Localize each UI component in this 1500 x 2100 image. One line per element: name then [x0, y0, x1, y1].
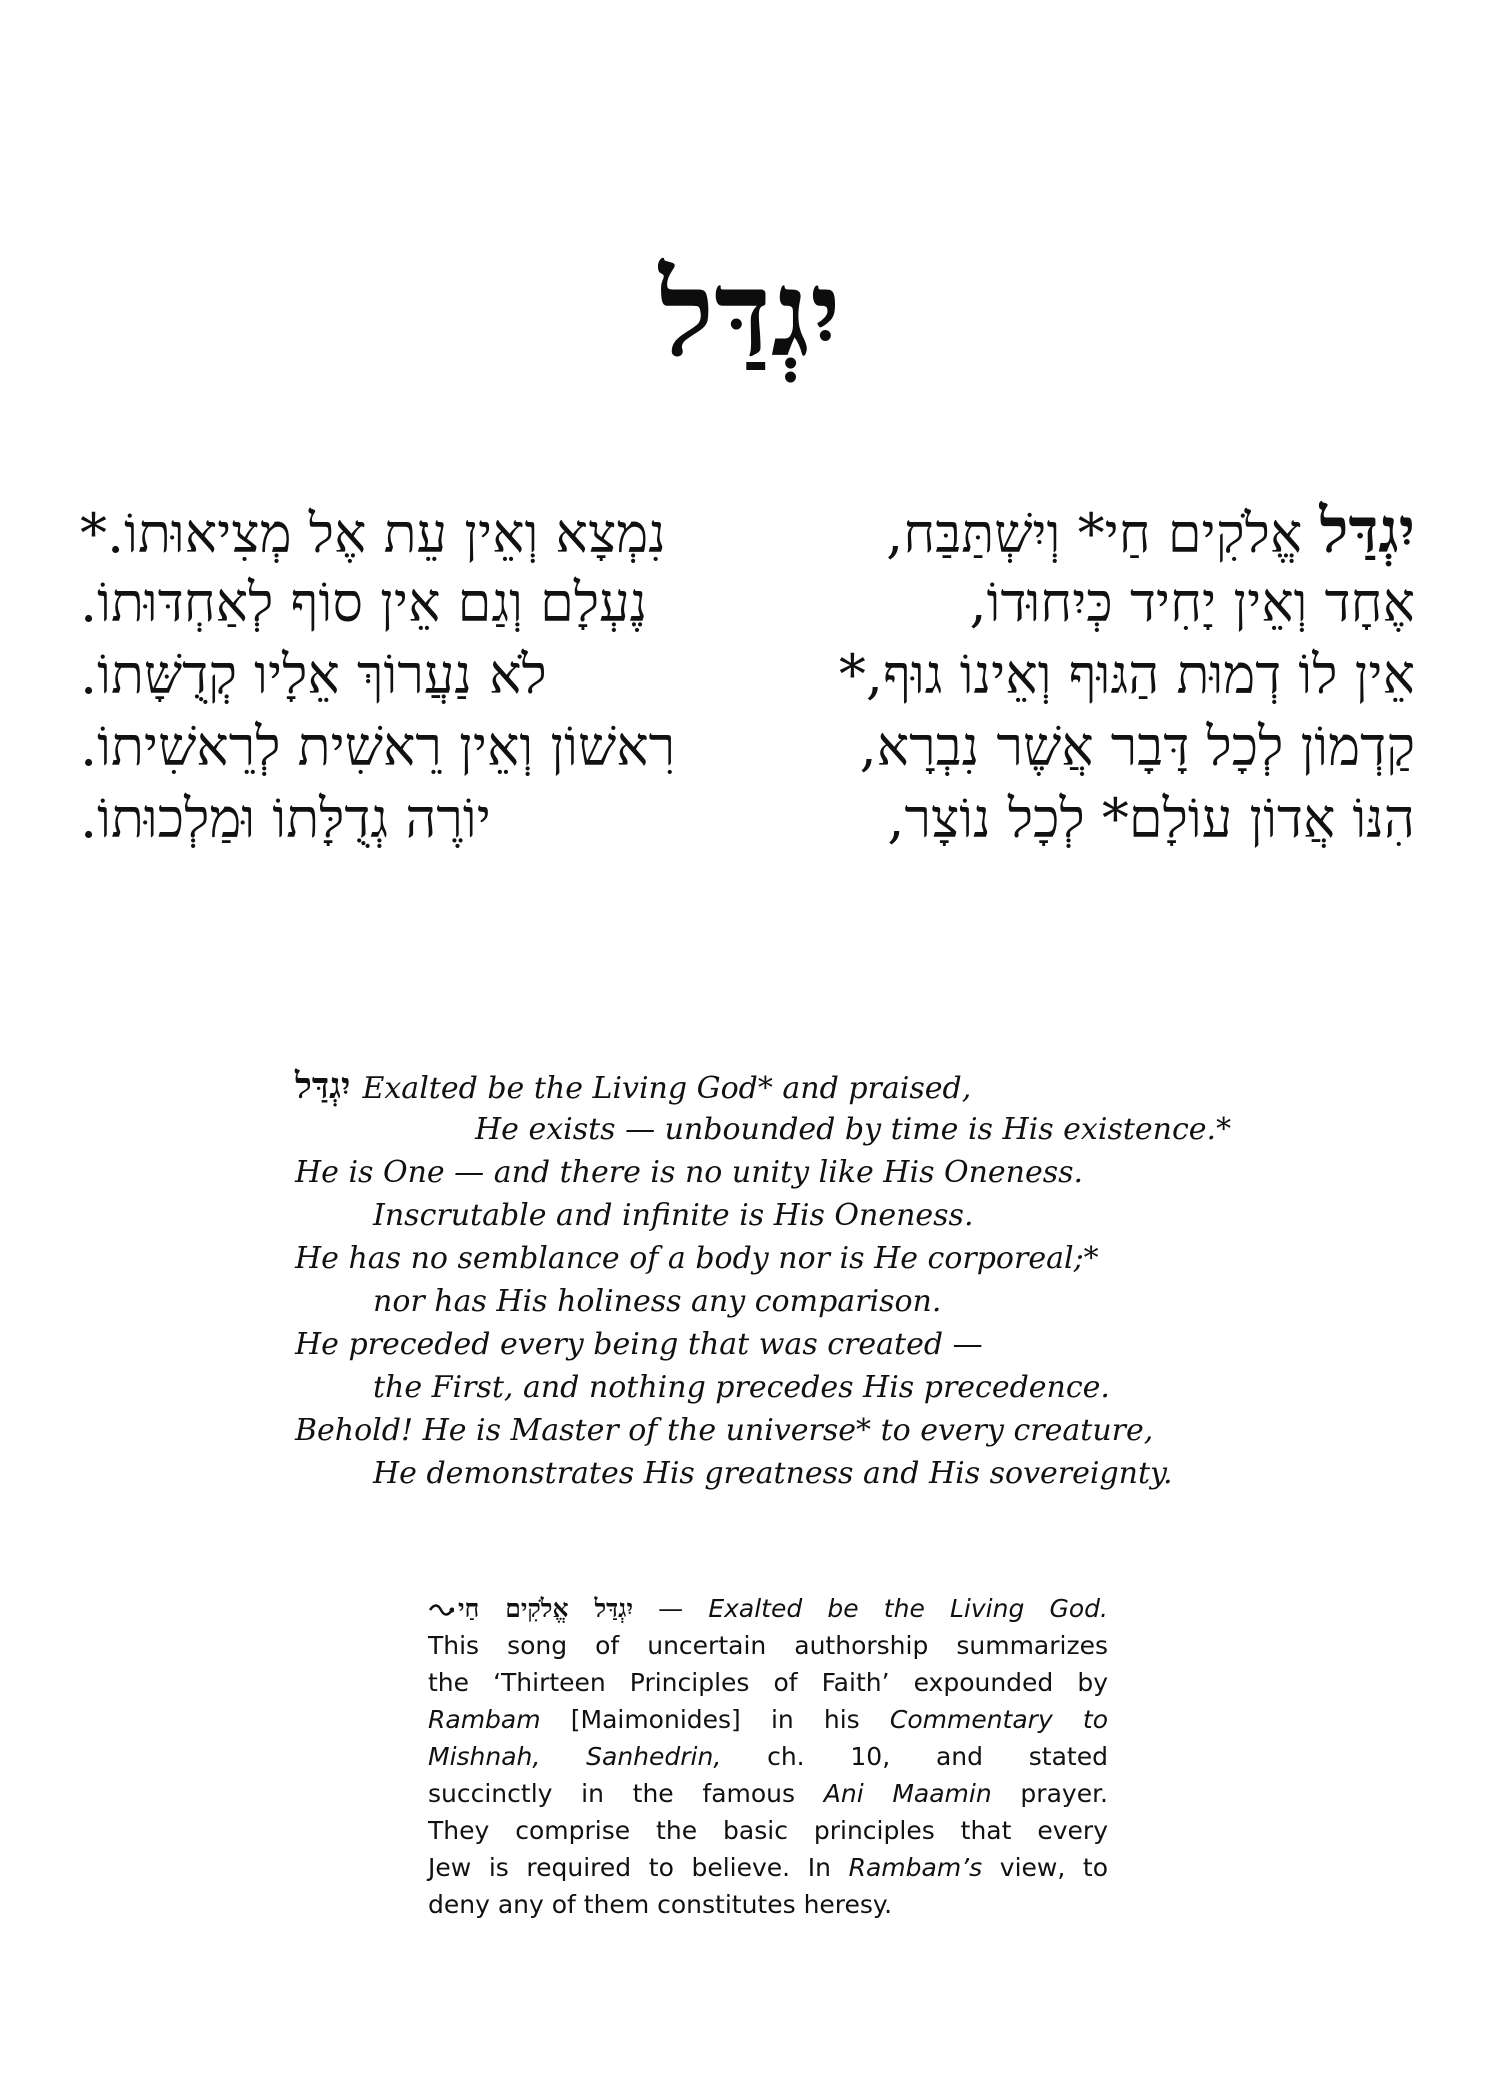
ornament-icon — [428, 1592, 454, 1629]
note-text: prayer. — [991, 1779, 1109, 1808]
translation-line: He demonstrates His greatness and His sovereignty. — [373, 1456, 1173, 1491]
translation-line: Inscrutable and infinite is His Oneness. — [373, 1198, 974, 1233]
hebrew-line-second-half: נִמְצָא וְאֵין עֵת אֶל מְצִיאוּתוֹ.* — [80, 502, 666, 565]
translation-line — [295, 1065, 1335, 1108]
hebrew-line-first-half: אֵין לוֹ דְמוּת הַגּוּף וְאֵינוֹ גוּף,* — [838, 643, 1415, 706]
hebrew-line-second-half: רִאשׁוֹן וְאֵין רֵאשִׁית לְרֵאשִׁיתוֹ. — [80, 715, 676, 778]
translation-line: He exists — unbounded by time is His existence.* — [475, 1112, 1232, 1147]
note-text: Jew is required to believe. In — [428, 1853, 849, 1882]
note-line — [428, 1775, 1108, 1812]
hebrew-line-second-half: לֹא נַעֲרוֹךְ אֵלָיו קְדֻשָּׁתוֹ. — [80, 643, 547, 706]
hebrew-line-second-half: נֶעְלָם וְגַם אֵין סוֹף לְאַחְדּוּתוֹ. — [80, 571, 648, 634]
hebrew-line-second-half: יוֹרֶה גְדֻלָּתוֹ וּמַלְכוּתוֹ. — [80, 787, 491, 850]
note-text: [Maimonides] in his — [540, 1705, 890, 1734]
hebrew-line-first-half: קַדְמוֹן לְכָל דָּבָר אֲשֶׁר נִבְרָא, — [859, 715, 1415, 778]
hebrew-line — [80, 711, 1415, 783]
note-term: Ani Maamin — [823, 1779, 992, 1808]
hebrew-line-first-half: אֶחָד וְאֵין יָחִיד כְּיִחוּדוֹ, — [969, 571, 1415, 634]
hebrew-lead-word: יִגְדַּל — [1319, 494, 1415, 567]
note-term: Rambam’s — [848, 1853, 983, 1882]
note-line: This song of uncertain authorship summarizes — [428, 1631, 1108, 1660]
translation-line: He preceded every being that was created — — [295, 1327, 983, 1362]
note-text: succinctly in the famous — [428, 1779, 824, 1808]
hebrew-line-first-half — [886, 495, 1415, 570]
translation-line: the First, and nothing precedes His precedence. — [373, 1370, 1110, 1405]
note-hebrew-heading: יִגְדַּל אֱלֹקִים חַי — [458, 1594, 633, 1623]
translation-line: He is One — and there is no unity like His Oneness. — [295, 1155, 1084, 1190]
translation-text: Exalted be the Living God* and praised, — [362, 1071, 972, 1106]
hebrew-text: אֱלֹקִים חַי* וְיִשְׁתַּבַּח, — [886, 502, 1320, 565]
note-term: Commentary to — [889, 1705, 1108, 1734]
hebrew-line — [80, 639, 1415, 711]
page-title: יִגְדַּל — [659, 244, 841, 383]
translation-line: Behold! He is Master of the universe* to every creature, — [295, 1413, 1154, 1448]
hebrew-line-first-half: הִנּוֹ אֲדוֹן עוֹלָם* לְכָל נוֹצָר, — [887, 787, 1415, 850]
english-translation — [295, 1065, 1335, 1495]
note-term: Mishnah, Sanhedrin, — [428, 1742, 722, 1771]
hebrew-poem — [80, 495, 1415, 855]
translation-line: nor has His holiness any comparison. — [373, 1284, 942, 1319]
note-heading — [428, 1590, 1108, 1627]
note-line: They comprise the basic principles that every — [428, 1816, 1108, 1845]
note-line — [428, 1701, 1108, 1738]
hebrew-line — [80, 495, 1415, 567]
hebrew-line — [80, 567, 1415, 639]
translation-line: He has no semblance of a body nor is He corporeal;* — [295, 1241, 1099, 1276]
note-dash: — — [633, 1594, 709, 1623]
note-text: view, to — [982, 1853, 1109, 1882]
hebrew-line — [80, 783, 1415, 855]
note-line: deny any of them constitutes heresy. — [428, 1890, 893, 1919]
note-term: Rambam — [428, 1705, 541, 1734]
note-text: ch. 10, and stated — [721, 1742, 1108, 1771]
note-english-heading: Exalted be the Living God. — [708, 1594, 1108, 1623]
note-line — [428, 1849, 1108, 1886]
translation-lead-word: יִגְדַּל — [295, 1065, 351, 1107]
note-line: the ‘Thirteen Principles of Faith’ expounded by — [428, 1668, 1108, 1697]
note-line — [428, 1738, 1108, 1775]
commentary-note — [428, 1590, 1108, 1923]
